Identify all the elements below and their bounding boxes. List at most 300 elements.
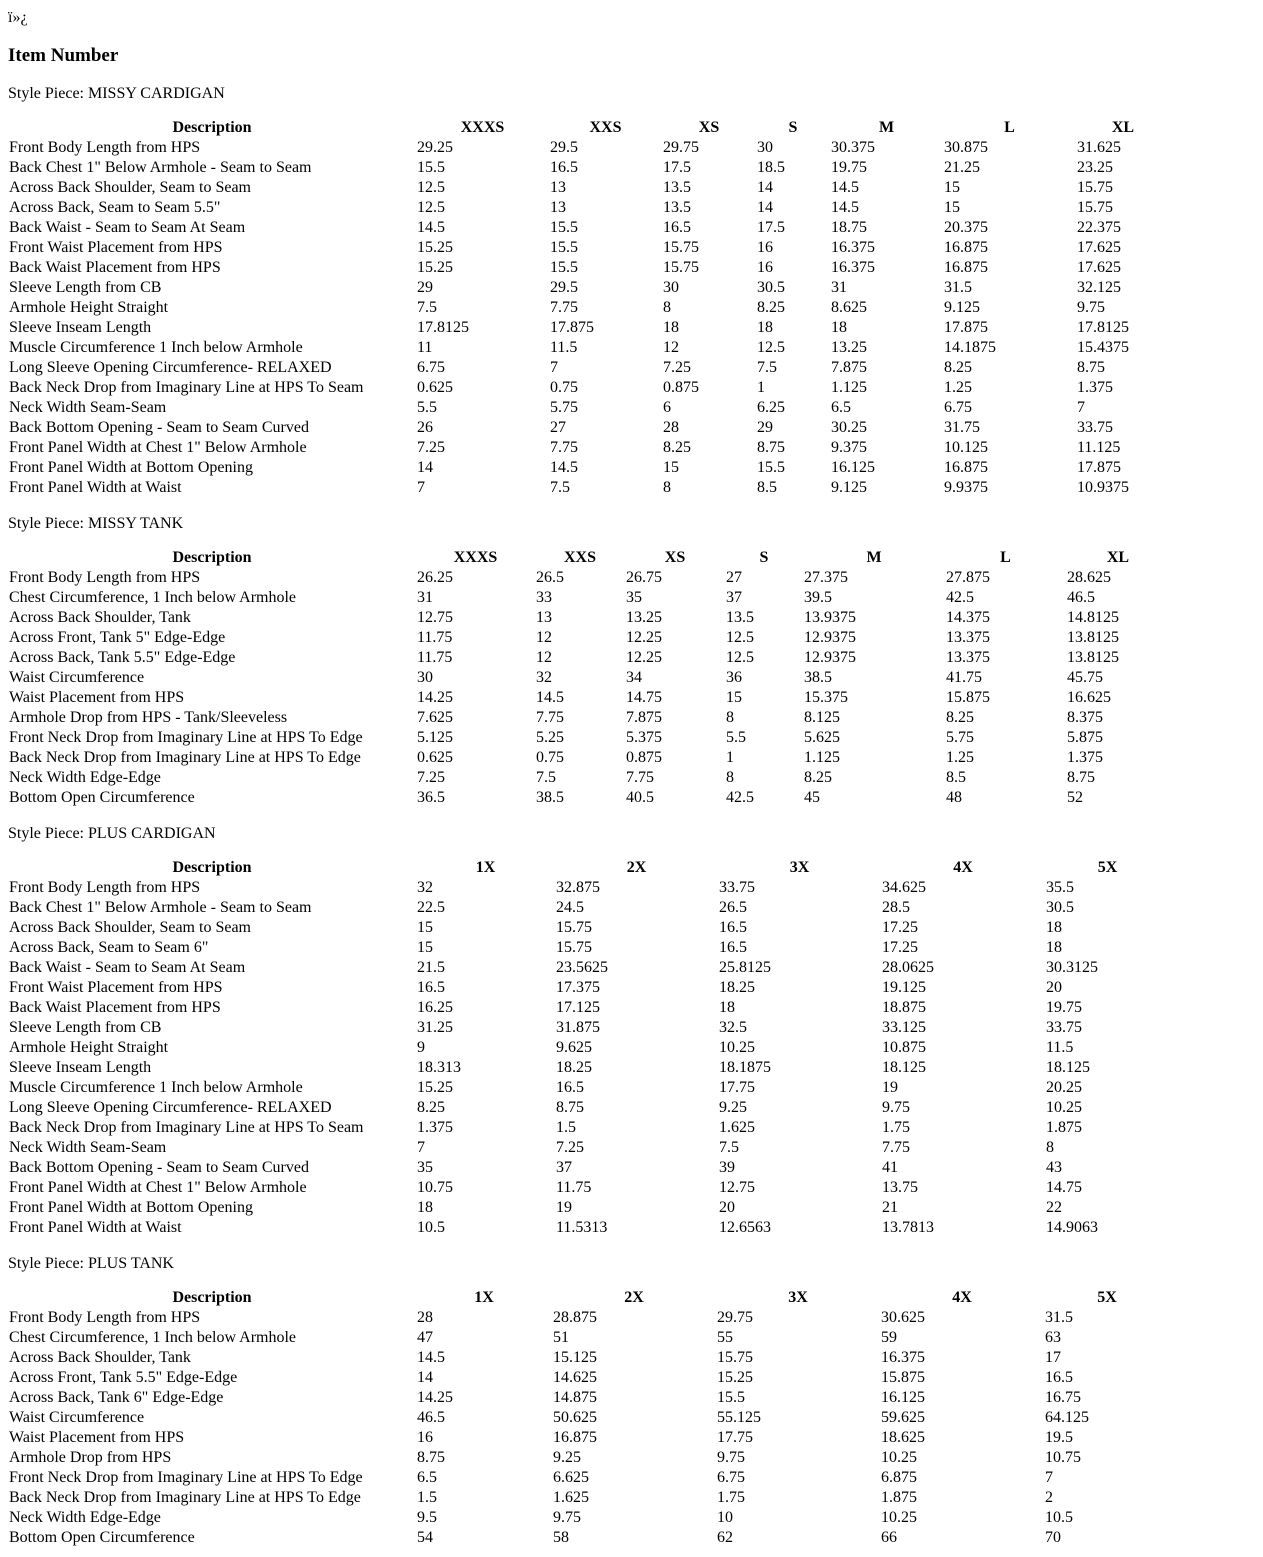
measurement-value: 27 <box>726 569 742 586</box>
measurement-value: 18 <box>831 319 847 336</box>
measurement-value: 17.75 <box>717 1429 753 1446</box>
measurement-value: 30.5 <box>1046 899 1074 916</box>
measurement-value: 16.125 <box>881 1389 925 1406</box>
column-header-size: S <box>759 549 769 566</box>
measurement-value: 12 <box>536 629 552 646</box>
measurement-value: 9 <box>417 1039 425 1056</box>
measurement-value: 30.375 <box>831 139 875 156</box>
measurement-value: 15 <box>417 919 433 936</box>
table-row <box>8 1058 1170 1078</box>
measurement-value: 38.5 <box>804 669 832 686</box>
measurement-value: 41.75 <box>946 669 982 686</box>
measurement-description: Back Neck Drop from Imaginary Line at HPS To Edge <box>9 749 361 766</box>
measurement-value: 13.8125 <box>1067 629 1119 646</box>
column-header-size: XS <box>698 119 720 136</box>
column-header-size: XXS <box>589 119 622 136</box>
column-header-size: S <box>788 119 798 136</box>
measurement-value: 39 <box>719 1159 735 1176</box>
measurement-value: 6.75 <box>417 359 445 376</box>
measurement-value: 52 <box>1067 789 1083 806</box>
measurement-description: Back Neck Drop from Imaginary Line at HPS To Seam <box>9 379 364 396</box>
measurement-description: Chest Circumference, 1 Inch below Armhole <box>9 589 297 606</box>
measurement-value: 9.625 <box>556 1039 592 1056</box>
measurement-value: 16 <box>417 1429 433 1446</box>
measurement-value: 0.625 <box>417 379 453 396</box>
measurement-value: 59.625 <box>881 1409 925 1426</box>
measurement-value: 12.6563 <box>719 1219 771 1236</box>
measurement-value: 30.625 <box>881 1309 925 1326</box>
measurement-value: 1.75 <box>882 1119 910 1136</box>
measurement-value: 14.9063 <box>1046 1219 1098 1236</box>
measurement-value: 17.25 <box>882 919 918 936</box>
measurement-value: 17.875 <box>944 319 988 336</box>
measurement-value: 19.5 <box>1045 1429 1073 1446</box>
table-row <box>8 238 1170 258</box>
measurement-value: 7.75 <box>550 299 578 316</box>
measurement-value: 18.1875 <box>719 1059 771 1076</box>
measurement-value: 13.7813 <box>882 1219 934 1236</box>
measurement-value: 66 <box>881 1529 897 1546</box>
table-row <box>8 398 1170 418</box>
table-row <box>8 1308 1170 1328</box>
measurement-value: 31.5 <box>1045 1309 1073 1326</box>
measurement-value: 11 <box>417 339 433 356</box>
measurement-value: 19.75 <box>831 159 867 176</box>
measurement-description: Front Panel Width at Waist <box>9 1219 182 1236</box>
measurement-value: 18.125 <box>1046 1059 1090 1076</box>
measurement-value: 36 <box>726 669 742 686</box>
measurement-description: Back Waist - Seam to Seam At Seam <box>9 959 246 976</box>
measurement-value: 6.625 <box>553 1469 589 1486</box>
measurement-value: 17 <box>1045 1349 1061 1366</box>
measurement-value: 15.5 <box>550 239 578 256</box>
measurement-value: 1.125 <box>804 749 840 766</box>
measurement-value: 16.5 <box>663 219 691 236</box>
column-header-size: 4X <box>953 859 973 876</box>
measurement-value: 0.75 <box>550 379 578 396</box>
measurement-value: 8 <box>663 479 671 496</box>
measurement-value: 15 <box>944 179 960 196</box>
measurement-value: 15.5 <box>717 1389 745 1406</box>
column-header-size: 2X <box>626 859 647 876</box>
measurement-value: 0.625 <box>417 749 453 766</box>
column-header-size: 1X <box>475 859 496 876</box>
measurement-value: 70 <box>1045 1529 1061 1546</box>
column-header-size: 3X <box>789 859 810 876</box>
style-piece-label-plus-cardigan: Style Piece: PLUS CARDIGAN <box>8 825 216 842</box>
measurement-value: 22 <box>1046 1199 1062 1216</box>
measurement-description: Bottom Open Circumference <box>9 789 195 806</box>
measurement-value: 18 <box>663 319 679 336</box>
measurement-value: 8.75 <box>417 1449 445 1466</box>
measurement-value: 33.75 <box>1046 1019 1082 1036</box>
table-row <box>8 1118 1170 1138</box>
table-row <box>8 878 1170 898</box>
column-header-size: XL <box>1111 119 1135 136</box>
table-row <box>8 1178 1170 1198</box>
measurement-value: 18 <box>1046 939 1062 956</box>
measurement-value: 5.25 <box>536 729 564 746</box>
measurement-value: 15 <box>417 939 433 956</box>
measurement-value: 62 <box>717 1529 733 1546</box>
table-row <box>8 1348 1170 1368</box>
table-row <box>8 1098 1170 1118</box>
measurement-value: 13.25 <box>831 339 867 356</box>
measurement-value: 7.5 <box>536 769 556 786</box>
measurement-value: 14.5 <box>417 1349 445 1366</box>
measurement-value: 14.25 <box>417 689 453 706</box>
measurement-value: 26.25 <box>417 569 453 586</box>
measurement-value: 6.875 <box>881 1469 917 1486</box>
measurement-value: 17.375 <box>556 979 600 996</box>
measurement-value: 8 <box>663 299 671 316</box>
column-header-size: XXXS <box>453 549 498 566</box>
measurement-value: 12.9375 <box>804 649 856 666</box>
measurement-value: 15.75 <box>556 939 592 956</box>
measurement-description: Front Body Length from HPS <box>9 1309 201 1326</box>
measurement-value: 8.5 <box>946 769 966 786</box>
measurement-value: 16.375 <box>831 239 875 256</box>
measurement-value: 28.0625 <box>882 959 934 976</box>
table-row <box>8 378 1170 398</box>
measurement-value: 7.875 <box>831 359 867 376</box>
measurement-value: 1.75 <box>717 1489 745 1506</box>
measurement-value: 10 <box>717 1509 733 1526</box>
measurement-value: 16.375 <box>881 1349 925 1366</box>
measurement-value: 18.75 <box>831 219 867 236</box>
table-row <box>8 668 1170 688</box>
measurement-value: 32 <box>536 669 552 686</box>
measurement-value: 17.875 <box>1077 459 1121 476</box>
measurement-value: 33 <box>536 589 552 606</box>
measurement-value: 29.75 <box>717 1309 753 1326</box>
table-row <box>8 138 1170 158</box>
measurement-description: Neck Width Seam-Seam <box>9 399 167 416</box>
measurement-value: 13.375 <box>946 649 990 666</box>
measurement-description: Long Sleeve Opening Circumference- RELAXED <box>9 1099 332 1116</box>
measurement-value: 9.25 <box>719 1099 747 1116</box>
measurement-value: 29 <box>757 419 773 436</box>
measurement-value: 15.75 <box>1077 199 1113 216</box>
table-row <box>8 998 1170 1018</box>
measurement-description: Across Back, Tank 6" Edge-Edge <box>9 1389 224 1406</box>
measurement-value: 11.75 <box>556 1179 592 1196</box>
measurement-value: 1 <box>757 379 765 396</box>
measurement-description: Front Panel Width at Chest 1" Below Armhole <box>9 439 307 456</box>
measurement-value: 8.25 <box>757 299 785 316</box>
measurement-value: 21 <box>882 1199 898 1216</box>
measurement-description: Chest Circumference, 1 Inch below Armhole <box>9 1329 297 1346</box>
measurement-value: 28.5 <box>882 899 910 916</box>
table-row <box>8 688 1170 708</box>
measurement-description: Sleeve Inseam Length <box>9 319 152 336</box>
measurement-value: 54 <box>417 1529 433 1546</box>
measurement-value: 21.25 <box>944 159 980 176</box>
measurement-value: 35 <box>626 589 642 606</box>
measurement-value: 7.875 <box>626 709 662 726</box>
measurement-value: 27 <box>550 419 566 436</box>
measurement-value: 5.125 <box>417 729 453 746</box>
measurement-value: 16.75 <box>1045 1389 1081 1406</box>
column-header-size: M <box>866 549 882 566</box>
measurement-value: 10.5 <box>1045 1509 1073 1526</box>
measurement-value: 11.75 <box>417 629 453 646</box>
table-header-row <box>8 118 1170 138</box>
measurement-value: 8.5 <box>757 479 777 496</box>
measurement-value: 14.1875 <box>944 339 996 356</box>
measurement-value: 15.75 <box>556 919 592 936</box>
measurement-value: 14 <box>417 459 433 476</box>
measurement-value: 7.25 <box>663 359 691 376</box>
measurement-description: Armhole Height Straight <box>9 299 169 316</box>
table-row <box>8 1018 1170 1038</box>
measurement-value: 18 <box>1046 919 1062 936</box>
measurement-value: 22.375 <box>1077 219 1121 236</box>
measurement-value: 8.25 <box>804 769 832 786</box>
measurement-description: Front Neck Drop from Imaginary Line at HPS To Edge <box>9 729 363 746</box>
measurement-value: 31 <box>417 589 433 606</box>
measurement-value: 13.5 <box>663 179 691 196</box>
measurement-value: 14.5 <box>831 199 859 216</box>
table-row <box>8 318 1170 338</box>
measurement-value: 11.5 <box>550 339 578 356</box>
measurement-value: 59 <box>881 1329 897 1346</box>
measurement-value: 30.875 <box>944 139 988 156</box>
measurement-value: 29 <box>417 279 433 296</box>
measurement-value: 14.5 <box>831 179 859 196</box>
measurement-value: 19.125 <box>882 979 926 996</box>
measurement-description: Front Waist Placement from HPS <box>9 979 223 996</box>
measurement-description: Back Waist Placement from HPS <box>9 999 221 1016</box>
measurement-value: 8.75 <box>1077 359 1105 376</box>
measurement-value: 7.5 <box>550 479 570 496</box>
spec-table-plus-tank <box>8 1288 1170 1548</box>
table-row <box>8 748 1170 768</box>
measurement-value: 18.125 <box>882 1059 926 1076</box>
column-header-description: Description <box>172 859 252 876</box>
measurement-value: 16.5 <box>550 159 578 176</box>
measurement-description: Waist Circumference <box>9 1409 145 1426</box>
measurement-value: 22.5 <box>417 899 445 916</box>
measurement-value: 14.875 <box>553 1389 597 1406</box>
measurement-value: 7.5 <box>417 299 437 316</box>
measurement-value: 16.5 <box>1045 1369 1073 1386</box>
measurement-value: 9.5 <box>417 1509 437 1526</box>
measurement-value: 37 <box>556 1159 572 1176</box>
measurement-value: 13 <box>550 179 566 196</box>
measurement-value: 18 <box>757 319 773 336</box>
measurement-value: 14.5 <box>536 689 564 706</box>
column-header-size: L <box>1000 549 1011 566</box>
measurement-value: 15.75 <box>663 259 699 276</box>
measurement-value: 45.75 <box>1067 669 1103 686</box>
table-row <box>8 1158 1170 1178</box>
measurement-value: 10.25 <box>1046 1099 1082 1116</box>
table-row <box>8 1328 1170 1348</box>
measurement-value: 31.5 <box>944 279 972 296</box>
measurement-value: 28.625 <box>1067 569 1111 586</box>
table-row <box>8 198 1170 218</box>
measurement-value: 13.25 <box>626 609 662 626</box>
measurement-value: 23.5625 <box>556 959 608 976</box>
measurement-value: 10.25 <box>881 1449 917 1466</box>
measurement-value: 7.25 <box>556 1139 584 1156</box>
measurement-value: 1.375 <box>417 1119 453 1136</box>
measurement-description: Across Back, Tank 5.5" Edge-Edge <box>9 649 236 666</box>
measurement-value: 5.75 <box>946 729 974 746</box>
measurement-value: 12.9375 <box>804 629 856 646</box>
measurement-value: 12 <box>663 339 679 356</box>
measurement-description: Front Neck Drop from Imaginary Line at HPS To Edge <box>9 1469 363 1486</box>
column-header-size: XXS <box>563 549 596 566</box>
measurement-description: Back Waist Placement from HPS <box>9 259 221 276</box>
table-row <box>8 628 1170 648</box>
measurement-value: 17.25 <box>882 939 918 956</box>
measurement-value: 17.625 <box>1077 239 1121 256</box>
measurement-value: 13.5 <box>663 199 691 216</box>
measurement-value: 10.25 <box>719 1039 755 1056</box>
measurement-value: 13.75 <box>882 1179 918 1196</box>
column-header-size: XS <box>664 549 686 566</box>
column-header-size: M <box>878 119 895 136</box>
table-header-row <box>8 858 1170 878</box>
measurement-value: 15.75 <box>663 239 699 256</box>
measurement-value: 7.25 <box>417 439 445 456</box>
table-row <box>8 728 1170 748</box>
measurement-value: 17.625 <box>1077 259 1121 276</box>
measurement-value: 14.625 <box>553 1369 597 1386</box>
measurement-value: 14 <box>417 1369 433 1386</box>
measurement-value: 45 <box>804 789 820 806</box>
table-row <box>8 1488 1170 1508</box>
table-row <box>8 898 1170 918</box>
measurement-value: 13.9375 <box>804 609 856 626</box>
table-row <box>8 258 1170 278</box>
table-row <box>8 1508 1170 1528</box>
measurement-value: 30 <box>663 279 679 296</box>
measurement-value: 17.125 <box>556 999 600 1016</box>
measurement-value: 18.25 <box>556 1059 592 1076</box>
table-row <box>8 918 1170 938</box>
measurement-value: 42.5 <box>946 589 974 606</box>
measurement-value: 5.875 <box>1067 729 1103 746</box>
measurement-description: Across Back Shoulder, Seam to Seam <box>9 179 251 196</box>
measurement-value: 8 <box>726 709 734 726</box>
measurement-value: 34.625 <box>882 879 926 896</box>
measurement-value: 8.25 <box>946 709 974 726</box>
table-row <box>8 458 1170 478</box>
table-row <box>8 438 1170 458</box>
table-row <box>8 788 1170 808</box>
measurement-value: 6.75 <box>944 399 972 416</box>
measurement-value: 16.375 <box>831 259 875 276</box>
column-header-size: 4X <box>952 1289 972 1306</box>
measurement-value: 7 <box>550 359 558 376</box>
measurement-value: 15 <box>726 689 742 706</box>
table-row <box>8 1078 1170 1098</box>
measurement-value: 15.5 <box>417 159 445 176</box>
measurement-value: 7 <box>1077 399 1085 416</box>
measurement-value: 15.75 <box>717 1349 753 1366</box>
measurement-value: 14.75 <box>626 689 662 706</box>
measurement-value: 1.5 <box>556 1119 576 1136</box>
measurement-value: 42.5 <box>726 789 754 806</box>
measurement-value: 6.5 <box>831 399 851 416</box>
measurement-value: 1.625 <box>719 1119 755 1136</box>
measurement-value: 27.375 <box>804 569 848 586</box>
measurement-description: Across Back Shoulder, Tank <box>9 609 191 626</box>
measurement-value: 15.5 <box>757 459 785 476</box>
table-row <box>8 588 1170 608</box>
measurement-value: 33.125 <box>882 1019 926 1036</box>
measurement-value: 8.25 <box>417 1099 445 1116</box>
column-header-size: 5X <box>1097 1289 1117 1306</box>
measurement-value: 19 <box>882 1079 898 1096</box>
measurement-value: 25.8125 <box>719 959 771 976</box>
column-header-size: 3X <box>788 1289 808 1306</box>
measurement-value: 51 <box>553 1329 569 1346</box>
measurement-description: Across Back Shoulder, Tank <box>9 1349 191 1366</box>
measurement-value: 26 <box>417 419 433 436</box>
measurement-value: 15.4375 <box>1077 339 1129 356</box>
measurement-value: 18.313 <box>417 1059 461 1076</box>
measurement-description: Back Bottom Opening - Seam to Seam Curved <box>9 1159 309 1176</box>
measurement-value: 31.625 <box>1077 139 1121 156</box>
measurement-value: 10.25 <box>881 1509 917 1526</box>
measurement-description: Waist Circumference <box>9 669 145 686</box>
table-row <box>8 1138 1170 1158</box>
measurement-value: 20.375 <box>944 219 988 236</box>
spec-table-plus-cardigan <box>8 858 1170 1238</box>
measurement-value: 15.375 <box>804 689 848 706</box>
measurement-value: 32.5 <box>719 1019 747 1036</box>
measurement-value: 33.75 <box>719 879 755 896</box>
measurement-value: 8.125 <box>804 709 840 726</box>
measurement-value: 58 <box>553 1529 569 1546</box>
measurement-description: Front Body Length from HPS <box>9 879 201 896</box>
measurement-value: 12.75 <box>719 1179 755 1196</box>
measurement-value: 1.375 <box>1067 749 1103 766</box>
measurement-description: Back Chest 1" Below Armhole - Seam to Seam <box>9 159 312 176</box>
measurement-value: 55 <box>717 1329 733 1346</box>
table-row <box>8 1198 1170 1218</box>
measurement-value: 26.75 <box>626 569 662 586</box>
table-header-row <box>8 1288 1170 1308</box>
measurement-value: 30.25 <box>831 419 867 436</box>
measurement-value: 18 <box>719 999 735 1016</box>
measurement-description: Muscle Circumference 1 Inch below Armhole <box>9 1079 303 1096</box>
measurement-value: 35 <box>417 1159 433 1176</box>
table-header-row <box>8 548 1170 568</box>
measurement-value: 18.875 <box>882 999 926 1016</box>
measurement-value: 30.3125 <box>1046 959 1098 976</box>
measurement-value: 9.75 <box>717 1449 745 1466</box>
table-row <box>8 1408 1170 1428</box>
measurement-value: 13 <box>550 199 566 216</box>
measurement-value: 16.875 <box>944 239 988 256</box>
measurement-value: 8.75 <box>757 439 785 456</box>
measurement-value: 33.75 <box>1077 419 1113 436</box>
measurement-value: 8.625 <box>831 299 867 316</box>
measurement-value: 32.875 <box>556 879 600 896</box>
table-row <box>8 1388 1170 1408</box>
measurement-value: 29.5 <box>550 139 578 156</box>
measurement-value: 64.125 <box>1045 1409 1089 1426</box>
measurement-description: Sleeve Length from CB <box>9 1019 162 1036</box>
measurement-value: 10.9375 <box>1077 479 1129 496</box>
measurement-value: 16.125 <box>831 459 875 476</box>
measurement-description: Across Back, Seam to Seam 5.5" <box>9 199 221 216</box>
